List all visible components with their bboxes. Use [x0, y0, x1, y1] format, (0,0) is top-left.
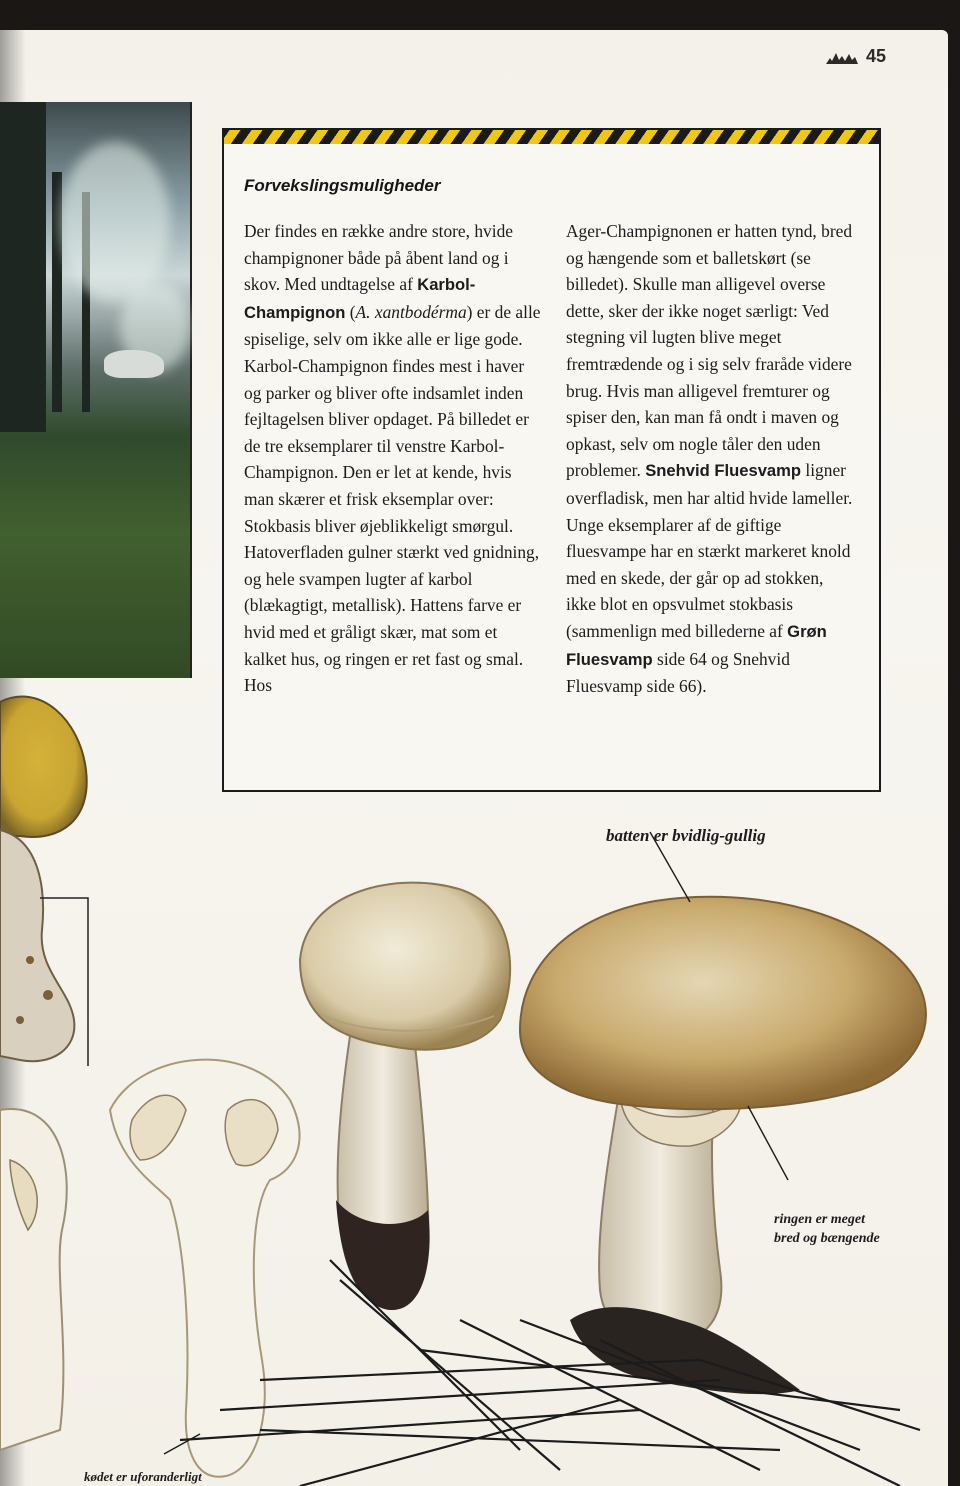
species-name: Karbol-Champignon — [244, 275, 476, 322]
pine-needles — [180, 1260, 920, 1486]
text-span: Der findes en række andre store, hvide champignoner både på åbent land og i skov. Med undtagelse af — [244, 221, 513, 295]
box-heading: Forvekslingsmuligheder — [244, 176, 441, 195]
text-span: ligner overfladisk, men har altid hvide lameller. Unge eksemplarer af de giftige fluesvampe har en stærkt markeret knold med en skede, der går op ad stokken, ikke blot en opsvulmet stokbasis (sammenlign med billederne af — [566, 460, 853, 641]
leftmost-cap-mushroom — [0, 697, 87, 1062]
annotation-ring: ringen er meget bred og bængende — [774, 1212, 880, 1246]
text-span: side 64 og Snehvid Fluesvamp side 66). — [566, 648, 790, 697]
text-span: Ager-Champignonen er hatten tynd, bred og hængende som et balletskørt (se billedet). Skulle man alligevel overse dette, sker der ikke noget særligt: Ved stegning vil lugten blive meget fremtrædende og i sig selv fraråde videre brug. Hvis man alligevel fremturer og spiser den, kan man få ondt i maven og opkast, selv om nogle tåler den uden problemer. — [566, 221, 853, 481]
annotation-cap: batten er bvidlig-gullig — [606, 826, 766, 845]
annotation-flesh: kødet er uforanderligt — [84, 1469, 202, 1484]
text-span: ( — [345, 301, 356, 322]
sliced-mushroom-left — [0, 1109, 67, 1450]
page-number: 45 — [865, 46, 886, 66]
species-name: Snehvid Fluesvamp — [645, 461, 802, 481]
book-page — [0, 30, 948, 1486]
standing-mushroom-middle — [300, 883, 510, 1310]
latin-name: A. xantbodérma — [355, 301, 467, 322]
mushroom-illustration — [0, 30, 948, 1486]
sliced-mushroom-center — [110, 1060, 299, 1477]
text-span: ) er de alle spiselige, selv om ikke alle er lige gode. Karbol-Champignon findes mest i haver og parker og bliver ofte indsamlet inden fejltagelsen bliver opdaget. På billedet er de tre eksemplarer til venstre Karbol-Champignon. Den er let at kende, hvis man skærer et frisk eksemplar over: Stokbasis bliver øjeblikkeligt smørgul. Hatoverfladen gulner stærkt ved gnidning, og hele svampen lugter af karbol (blækagtigt, metallisk). Hattens farve er hvid med et gråligt skær, mat som et kalket hus, og ringen er ret fast og smal. Hos — [244, 301, 541, 696]
species-name: Grøn Fluesvamp — [566, 621, 827, 669]
standing-mushroom-large — [520, 897, 926, 1394]
